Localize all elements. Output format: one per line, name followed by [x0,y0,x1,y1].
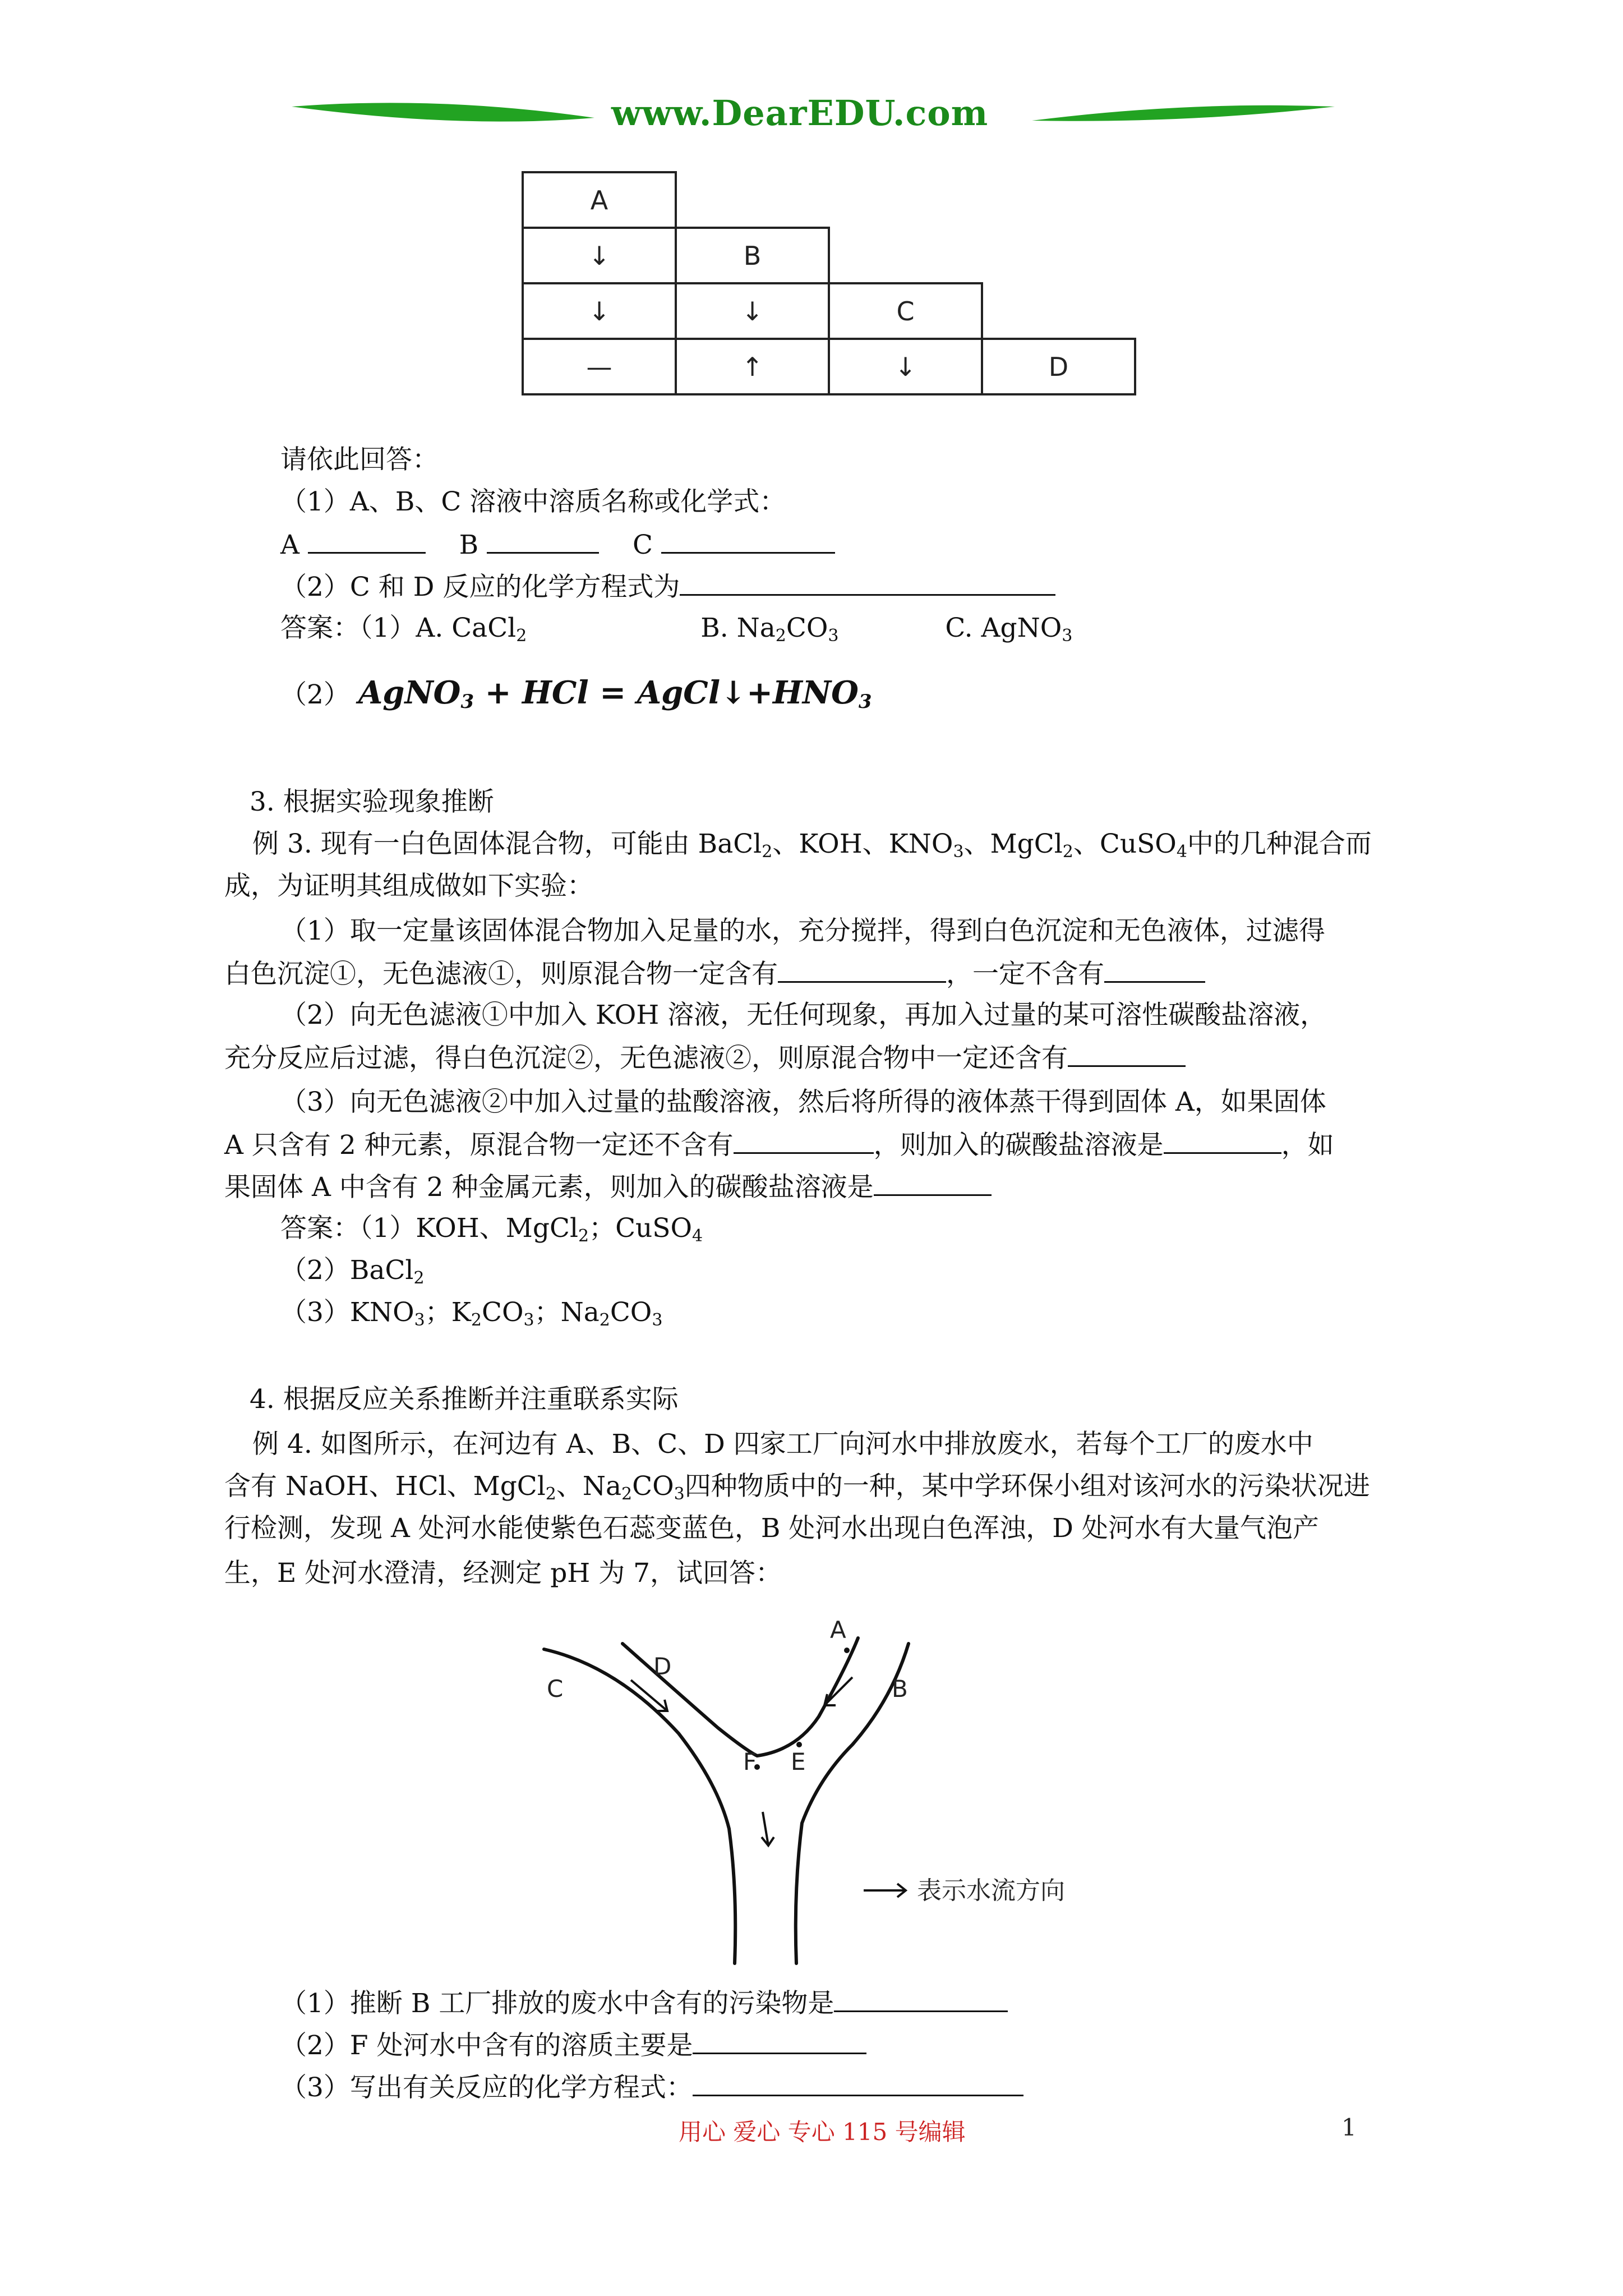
sec4-line-1: 例 4. 如图所示，在河边有 A、B、C、D 四家工厂向河水中排放废水，若每个工厂的废水中 [252,1429,1313,1460]
river-bank-left-outer [544,1649,735,1963]
matrix-cell: C [829,283,982,339]
matrix-cell: ↓ [676,283,829,339]
sec3-p1b: 白色沉淀①，无色滤液①，则原混合物一定含有 ，一定不含有 [224,956,1205,991]
ex2-answer-1: 答案：（1）A. CaCl$_2$ B. $Na_2CO_3$ C. AgNO$_3$ [280,613,1073,646]
legend-arrow-icon [864,1884,906,1897]
matrix-row [523,228,1135,283]
sec3-answer-3: $(3)KNO_3$；$K_2CO_3$；$Na_2CO_3$ [280,1297,663,1330]
matrix-row [523,283,1135,339]
label-c: C [547,1675,564,1703]
site-logo: www.DearEDU.com [611,93,989,134]
sec3-p1a: （1）取一定量该固体混合物加入足量的水，充分搅拌，得到白色沉淀和无色液体，过滤得 [280,915,1325,946]
ex2-answer-2: （2） AgNO$_3$ + HCl = $AgCl↓+HNO_3$ [280,674,872,713]
matrix-cell: ↓ [523,228,676,283]
sec4-line-2: 含有 NaOH、HCl、MgCl$_2$、$Na_2CO_3$四种物质中的一种，某中学环保小组对该河水的污染状况进 [224,1471,1370,1504]
legend-text: 表示水流方向 [917,1876,1065,1905]
sec3-p2b: 充分反应后过滤，得白色沉淀②，无色滤液②，则原混合物中一定还含有 [224,1041,1186,1075]
sec3-answer-2: （2）BaCl$_2$ [280,1255,425,1288]
flow-arrow-down [762,1812,774,1846]
sec3-p3e: 果固体 A 中含有 2 种金属元素，则加入的碳酸盐溶液是 [224,1170,992,1204]
label-b: B [892,1675,908,1703]
matrix-cell: B [676,228,829,283]
matrix-row [523,339,1135,394]
ex2-q1: （1）A、B、C 溶液中溶质名称或化学式： [280,486,786,517]
label-a: A [830,1616,846,1644]
sec3-p2a: （2）向无色滤液①中加入 KOH 溶液，无任何现象，再加入过量的某可溶性碳酸盐溶液， [280,1000,1327,1030]
sec4-q1: （1）推断 B 工厂排放的废水中含有的污染物是 [280,1986,1008,2021]
footer-text: 用心 爱心 专心 115 号编辑 [679,2118,966,2146]
sec3-p3b: A 只含有 2 种元素，原混合物一定还不含有 ，则加入的碳酸盐溶液是 ，如 [224,1128,1334,1162]
sec3-heading: 3. 根据实验现象推断 [250,786,494,817]
sec3-p3a: （3）向无色滤液②中加入过量的盐酸溶液，然后将所得的液体蒸干得到固体 A，如果固体 [280,1087,1326,1117]
sec3-line-1: 例 3. 现有一白色固体混合物，可能由 BaCl$_2$、KOH、$KNO_3$、MgCl$_2$、CuSO$_4$中的几种混合而 [252,829,1372,862]
matrix-row [523,172,1135,228]
matrix-cell: ↓ [523,283,676,339]
chem-equation: AgNO$_3$ + HCl = $AgCl↓+HNO_3$ [358,674,872,713]
ex2-prompt: 请依此回答： [280,444,439,475]
ex2-q1-blanks: A B C [280,527,835,562]
sec4-q2: （2）F 处河水中含有的溶质主要是 [280,2028,866,2063]
matrix-cell: D [982,339,1135,394]
label-e: E [791,1748,806,1775]
sec3-answer-1: 答案：（1）KOH、MgCl$_2$；CuSO$_4$ [280,1213,703,1246]
page-number: 1 [1341,2114,1357,2141]
label-f: F [743,1748,757,1775]
sec4-line-3: 行检测，发现 A 处河水能使紫色石蕊变蓝色，B 处河水出现白色浑浊，D 处河水有大量气泡产 [224,1513,1319,1544]
ex2-q2: （2）C 和 D 反应的化学方程式为 [280,569,1055,604]
sec3-line-2: 成，为证明其组成做如下实验： [224,871,593,901]
river-diagram [505,1599,1178,1980]
point-e [796,1742,802,1747]
matrix-cell: ↑ [676,339,829,394]
label-d: D [653,1653,672,1680]
sec4-q3: （3）写出有关反应的化学方程式： [280,2070,1023,2105]
matrix-cell: ↓ [829,339,982,394]
reaction-matrix [522,171,1136,395]
river-bank-inner-right [757,1638,858,1756]
matrix-cell: A [523,172,676,228]
point-a [844,1648,850,1653]
matrix-cell: — [523,339,676,394]
sec4-line-4: 生，E 处河水澄清，经测定 pH 为 7，试回答： [224,1558,782,1589]
sec4-heading: 4. 根据反应关系推断并注重联系实际 [250,1384,679,1415]
